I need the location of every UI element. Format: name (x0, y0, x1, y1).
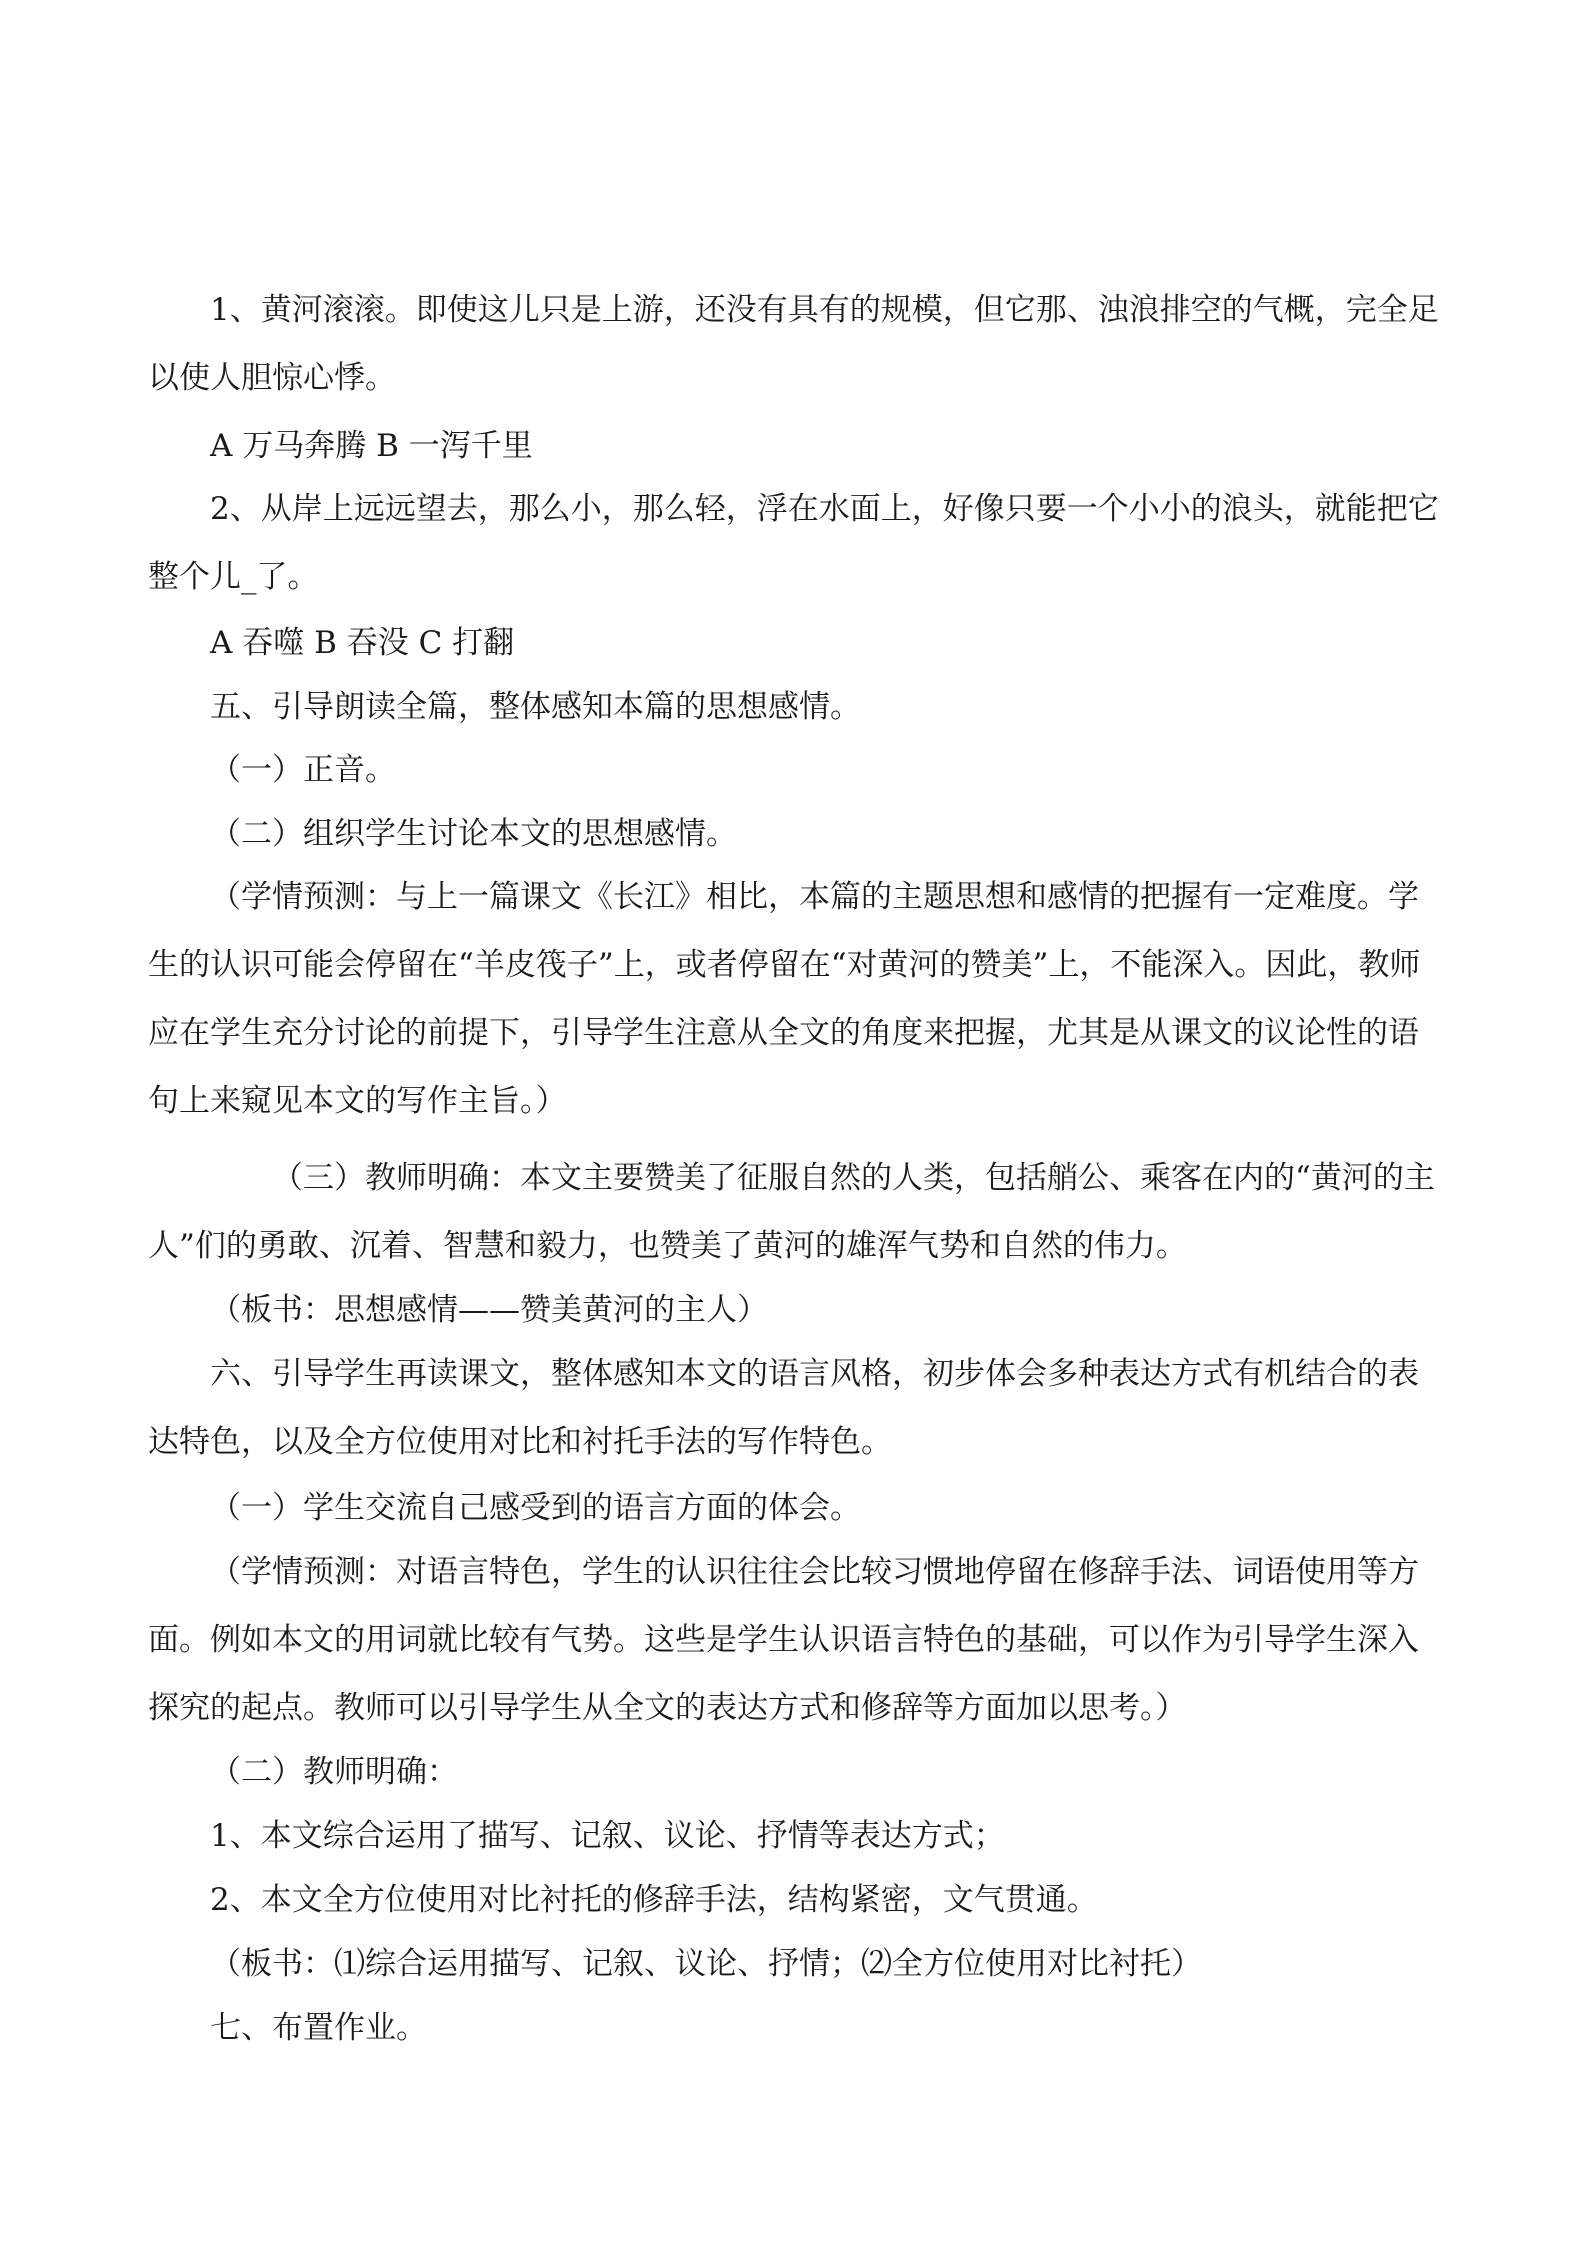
section-6-point-2: 2、本文全方位使用对比衬托的修辞手法，结构紧密，文气贯通。 (210, 1882, 1098, 1918)
section-5-item-3: （三）教师明确：本文主要赞美了征服自然的人类，包括艄公、乘客在内的“黄河的主人”们的勇敢、沉着、智慧和毅力，也赞美了黄河的雄浑气势和自然的伟力。 (148, 1160, 1435, 1264)
question-2: 2、从岸上远远望去，那么小，那么轻，浮在水面上，好像只要一个小小的浪头，就能把它整个儿_了。 (148, 491, 1439, 595)
question-1-options: A 万马奔腾 B 一泻千里 (210, 428, 533, 464)
section-5-item-1: （一）正音。 (210, 752, 396, 788)
section-6-item-2: （二）教师明确： (210, 1754, 458, 1790)
section-6-board: （板书：⑴综合运用描写、记叙、议论、抒情；⑵全方位使用对比衬托） (210, 1946, 1202, 1982)
question-2-options: A 吞噬 B 吞没 C 打翻 (210, 625, 515, 661)
section-6-item-1: （一）学生交流自己感受到的语言方面的体会。 (210, 1490, 861, 1526)
section-5-board: （板书：思想感情——赞美黄河的主人） (210, 1292, 768, 1328)
section-6-forecast: （学情预测：对语言特色，学生的认识往往会比较习惯地停留在修辞手法、词语使用等方面。例如本文的用词就比较有气势。这些是学生认识语言特色的基础，可以作为引导学生深入探究的起点。教师可以引导学生从全文的表达方式和修辞等方面加以思考。） (148, 1554, 1419, 1726)
question-1: 1、黄河滚滚。即使这儿只是上游，还没有具有的规模，但它那、浊浪排空的气概，完全足以使人胆惊心悸。 (148, 292, 1439, 396)
section-5-heading: 五、引导朗读全篇，整体感知本篇的思想感情。 (210, 689, 861, 725)
section-6-heading: 六、引导学生再读课文，整体感知本文的语言风格，初步体会多种表达方式有机结合的表达特色，以及全方位使用对比和衬托手法的写作特色。 (148, 1356, 1419, 1460)
section-6-point-1: 1、本文综合运用了描写、记叙、议论、抒情等表达方式； (210, 1818, 1005, 1854)
section-7-heading: 七、布置作业。 (210, 2010, 427, 2046)
section-5-forecast: （学情预测：与上一篇课文《长江》相比，本篇的主题思想和感情的把握有一定难度。学生的认识可能会停留在“羊皮筏子”上，或者停留在“对黄河的赞美”上，不能深入。因此，教师应在学生充分讨论的前提下，引导学生注意从全文的角度来把握，尤其是从课文的议论性的语句上来窥见本文的写作主旨。） (148, 879, 1421, 1119)
section-5-item-2: （二）组织学生讨论本文的思想感情。 (210, 816, 737, 852)
